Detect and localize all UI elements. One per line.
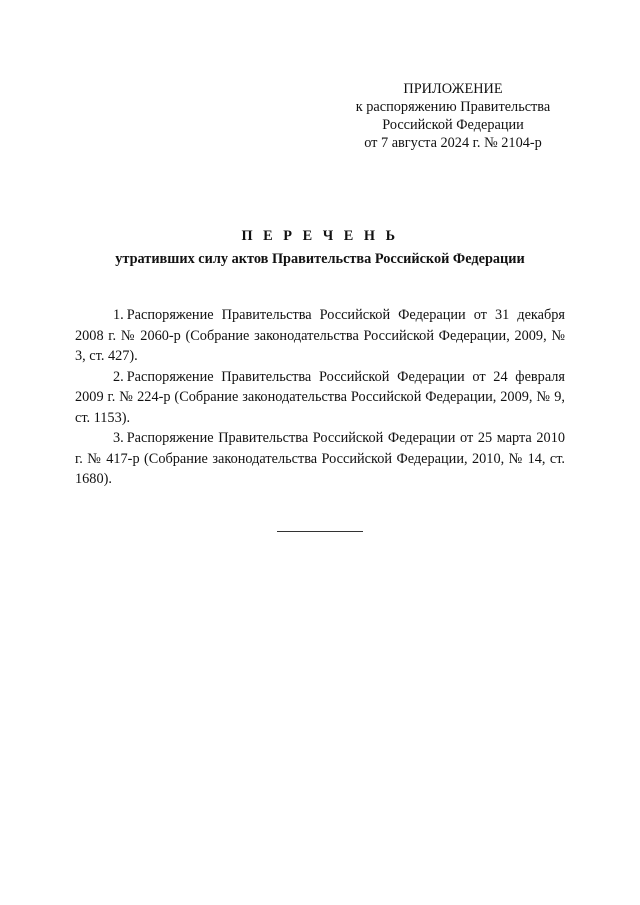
appendix-heading: ПРИЛОЖЕНИЕ	[403, 81, 503, 97]
appendix-block	[330, 80, 576, 152]
acts-list	[75, 305, 565, 490]
appendix-authority: Российской Федерации	[382, 117, 524, 133]
list-item	[75, 305, 565, 367]
list-item	[75, 367, 565, 429]
appendix-date-number: от 7 августа 2024 г. № 2104-р	[364, 135, 542, 151]
document-title: П Е Р Е Ч Е Н Ь	[241, 228, 399, 244]
document-subtitle: утративших силу актов Правительства Российской Федерации	[115, 251, 525, 267]
list-item-number: 1.	[113, 307, 124, 323]
list-item-number: 2.	[113, 368, 124, 385]
list-item-text: Распоряжение Правительства Российской Федерации от 25 марта 2010 г. № 417-р (Собрание законодательства Российской Федерации, 2010, № 14, ст. 1680).	[75, 430, 565, 487]
appendix-reference: к распоряжению Правительства	[355, 99, 551, 115]
end-divider-line	[277, 531, 363, 532]
list-item	[75, 428, 565, 490]
list-item-text: Распоряжение Правительства Российской Федерации от 24 февраля 2009 г. № 224-р (Собрание законодательства Российской Федерации, 2009, № 9, ст. 1153).	[75, 368, 565, 426]
list-item-number: 3.	[113, 430, 124, 446]
list-item-text: Распоряжение Правительства Российской Федерации от 31 декабря 2008 г. № 2060-р (Собрание законодательства Российской Федерации, 2009, № 3, ст. 427).	[75, 307, 565, 364]
